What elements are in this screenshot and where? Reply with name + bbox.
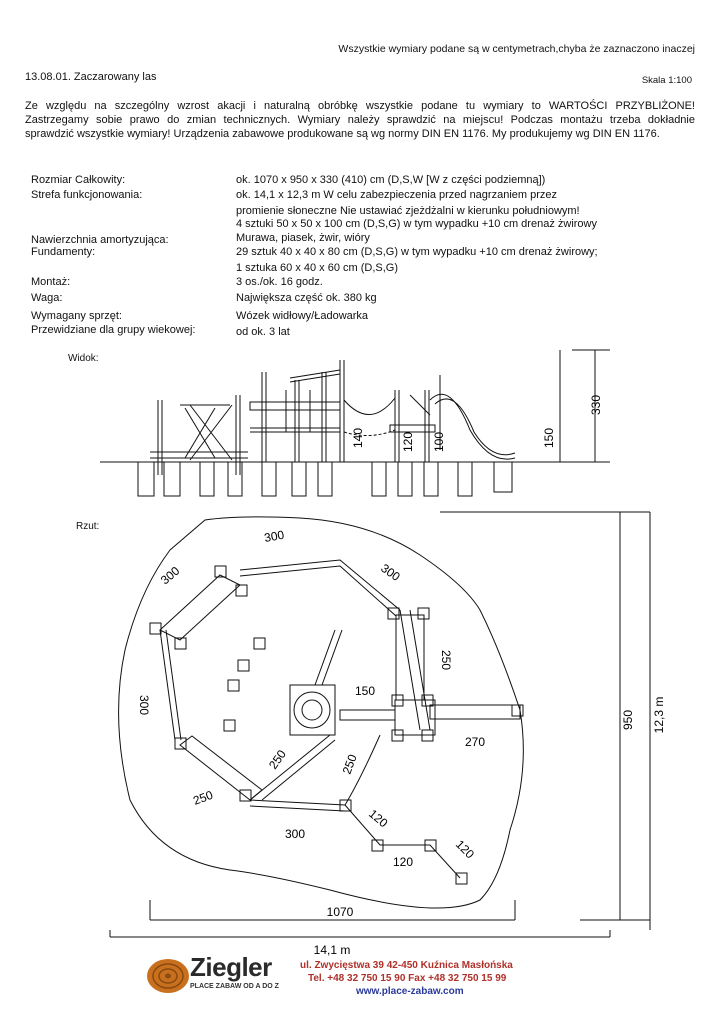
company-website-link[interactable]: www.place-zabaw.com	[356, 986, 464, 997]
age-label: Przewidziane dla grupy wiekowej:	[31, 324, 196, 336]
dim-140: 140	[351, 427, 365, 449]
plan-view-drawing	[0, 500, 725, 960]
company-phone: Tel. +48 32 750 15 90 Fax +48 32 750 15 99	[308, 973, 507, 984]
ziegler-logo-subtitle: PLACE ZABAW OD A DO Z	[190, 983, 279, 990]
scale-label: Skala 1:100	[641, 75, 692, 86]
foundation-value-1: 29 sztuk 40 x 40 x 80 cm (D,S,G) w tym wypadku +10 cm drenaż żwirowy;	[236, 246, 598, 258]
plan-dim-270: 270	[465, 735, 486, 749]
product-title: 13.08.01. Zaczarowany las	[25, 71, 157, 83]
weight-label: Waga:	[31, 292, 63, 304]
posts	[150, 566, 523, 884]
weight-value: Największa część ok. 380 kg	[236, 292, 377, 304]
warning-text	[25, 99, 695, 141]
foundation-label: Fundamenty:	[31, 246, 96, 258]
zone-value-2: promienie słoneczne Nie ustawiać zjeżdżalni w kierunku południowym!	[236, 205, 580, 217]
rope-bridge	[344, 398, 395, 415]
plan-dim-12-3: 12,3 m	[652, 696, 666, 734]
ziegler-logo: Ziegler	[190, 952, 272, 982]
plan-dim-120-a: 120	[366, 806, 391, 831]
side-view-drawing	[0, 340, 725, 510]
age-value: od ok. 3 lat	[236, 326, 290, 338]
plan-dim-top-300: 300	[263, 527, 286, 545]
warning-line-2: Zastrzegamy sobie prawo do zmian technicznych. Wymiary należy sprawdzić na miejscu! Podczas montażu trzeba dokładnie	[25, 114, 695, 126]
dim-150: 150	[542, 427, 556, 449]
dim-120: 120	[401, 431, 415, 453]
plan-dim-120-b: 120	[393, 855, 414, 869]
plan-dim-bottom-300: 300	[285, 827, 306, 841]
plan-dim-left-top-300: 300	[157, 563, 183, 588]
plan-dim-14-1: 14,1 m	[313, 943, 351, 957]
equipment-label: Wymagany sprzęt:	[31, 310, 122, 322]
plan-dim-diag-250-a: 250	[265, 747, 289, 772]
size-value: ok. 1070 x 950 x 330 (410) cm (D,S,W [W z części podziemną])	[236, 174, 546, 186]
assembly-label: Montaż:	[31, 276, 71, 288]
plan-dim-center-150: 150	[355, 684, 376, 698]
left-climbing-tower	[150, 395, 248, 475]
zone-value-3: 4 sztuki 50 x 50 x 100 cm (D,S,G) w tym wypadku +10 cm drenaż żwirowy	[236, 218, 597, 230]
zone-value-1: ok. 14,1 x 12,3 m W celu zabezpieczenia przed nagrzaniem przez	[236, 189, 557, 201]
equipment-value: Wózek widłowy/Ładowarka	[236, 310, 369, 322]
plan-dim-1070: 1070	[326, 905, 354, 919]
company-address: ul. Zwycięstwa 39 42-450 Kuźnica Masłońska	[300, 960, 513, 971]
units-note: Wszystkie wymiary podane są w centymetrach,chyba że zaznaczono inaczej	[338, 43, 695, 55]
warning-line-1: Ze względu na szczególny wzrost akacji i naturalną obróbkę wszystkie podane tu wymiary to WARTOŚCI PRZYBLIŻONE!	[25, 100, 695, 112]
middle-tower	[250, 360, 344, 462]
zone-label: Strefa funkcjonowania:	[31, 189, 143, 201]
foundations	[138, 462, 512, 496]
surface-value: Murawa, piasek, żwir, wióry	[236, 232, 370, 244]
size-label: Rozmiar Całkowity:	[31, 174, 126, 186]
warning-line-3: sprawdzić wszystkie wymiary! Urządzenia zabawowe produkowane są wg normy DIN EN 1176. My produkujemy wg DIN EN 1176.	[25, 128, 660, 140]
foundation-value-2: 1 sztuka 60 x 40 x 60 cm (D,S,G)	[236, 262, 399, 274]
plan-dim-left-bottom-250: 250	[191, 787, 215, 808]
plan-label: Rzut:	[76, 521, 100, 532]
plan-dim-diag-250-b: 250	[339, 752, 360, 777]
plan-dim-right-top-300: 300	[378, 560, 403, 584]
surface-label: Nawierzchnia amortyzująca:	[31, 234, 169, 246]
plan-dim-120-c: 120	[452, 837, 477, 862]
ziegler-wood-logo-icon	[145, 956, 191, 996]
dim-100: 100	[432, 431, 446, 453]
dim-330: 330	[589, 394, 603, 416]
beams	[157, 560, 520, 878]
plan-dim-left-300: 300	[137, 695, 151, 716]
view-label: Widok:	[68, 353, 99, 364]
plan-dim-950: 950	[621, 709, 635, 731]
plan-dim-right-250: 250	[439, 650, 453, 671]
assembly-value: 3 os./ok. 16 godz.	[236, 276, 323, 288]
